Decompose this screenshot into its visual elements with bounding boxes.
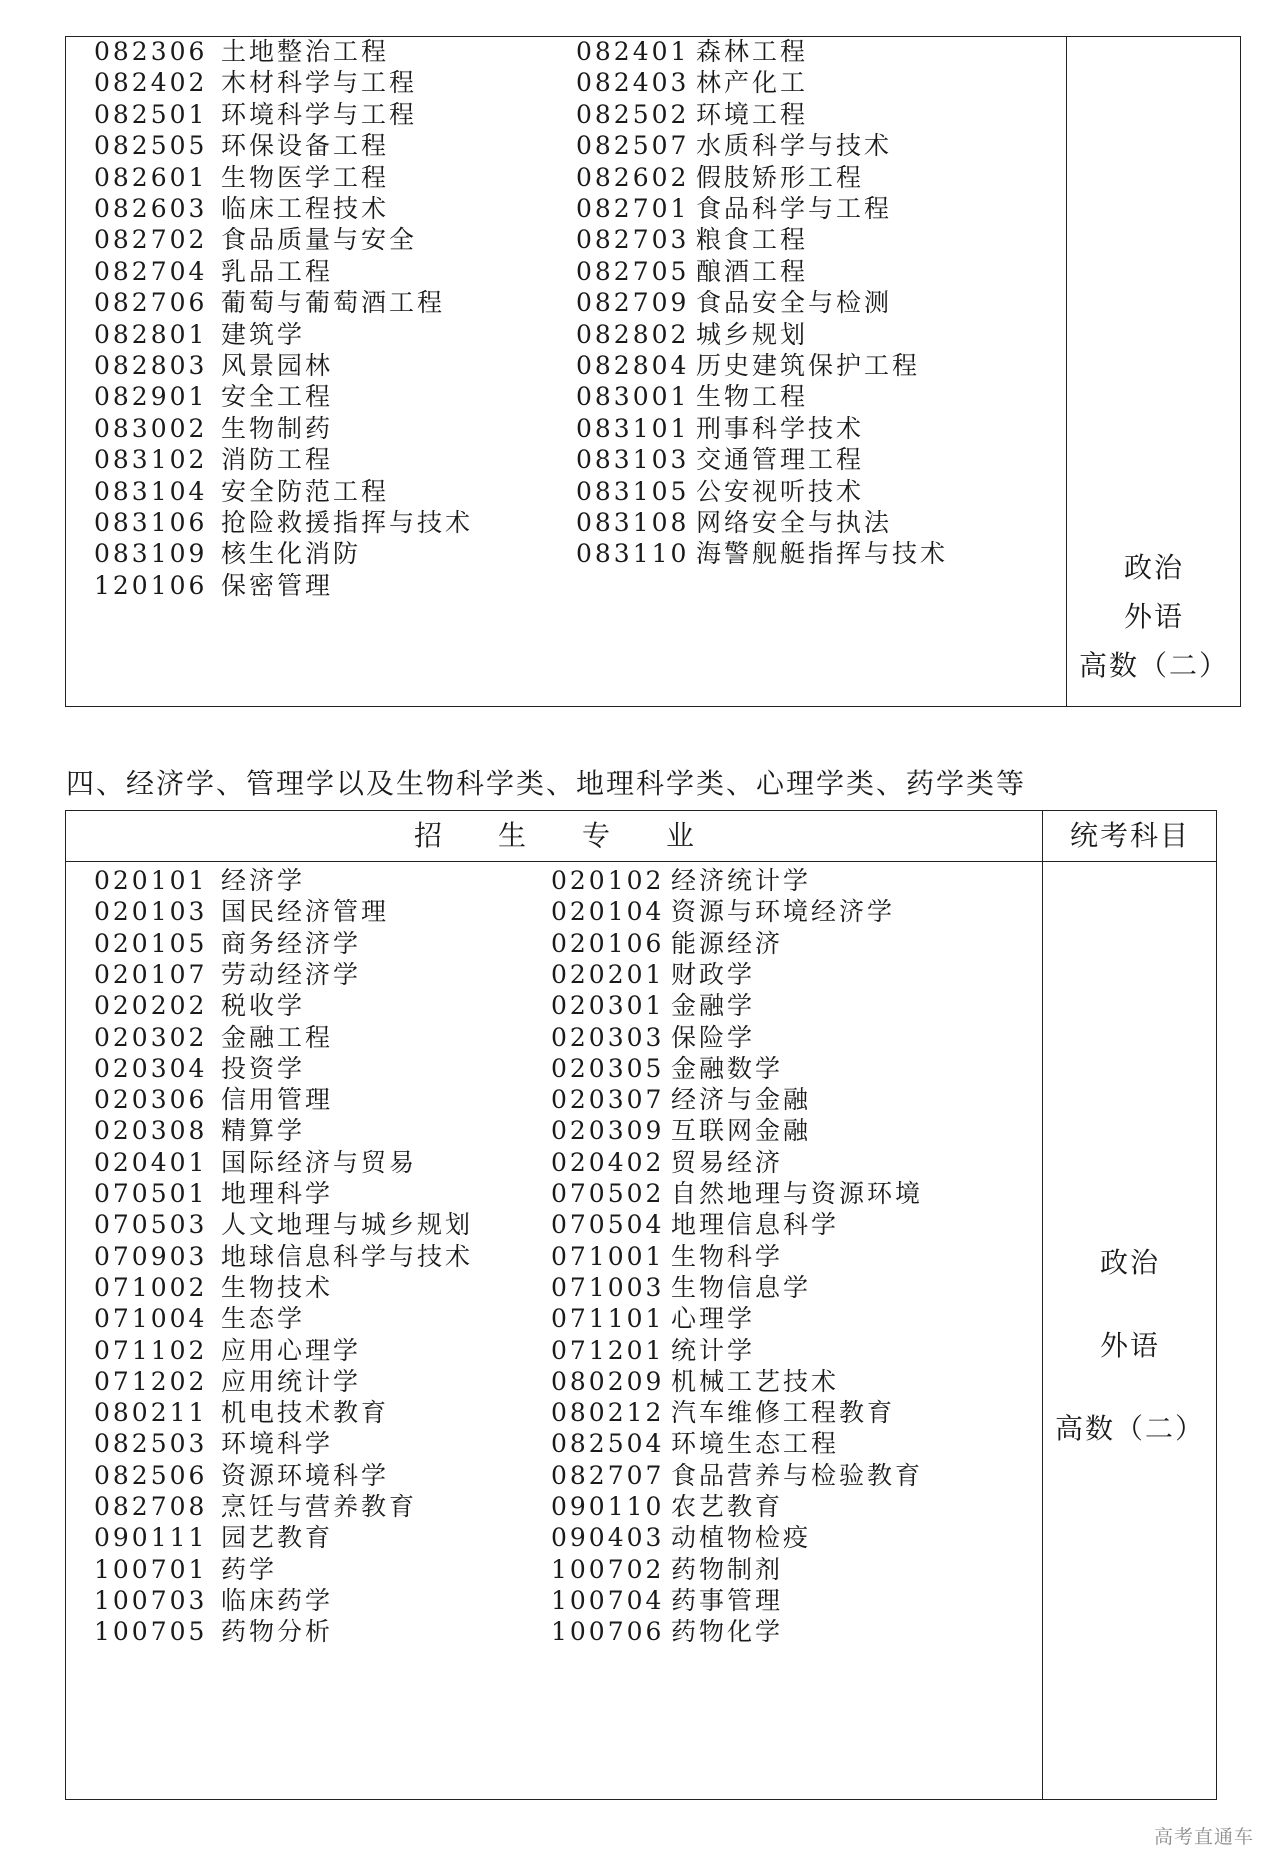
major-code: 100704 (551, 1585, 665, 1615)
major-code: 090111 (94, 1523, 208, 1553)
major-code: 071201 (551, 1335, 665, 1365)
major-code: 020105 (94, 928, 208, 958)
major-code: 082707 (551, 1460, 665, 1490)
major-code: 020308 (94, 1116, 208, 1146)
major-code: 020201 (551, 959, 665, 989)
major-name: 环境生态工程 (671, 1429, 840, 1459)
major-code: 020305 (551, 1053, 665, 1083)
major-name: 药物制剂 (671, 1554, 784, 1584)
major-name: 风景园林 (221, 351, 334, 380)
major-code: 082403 (576, 68, 690, 98)
major-name: 机械工艺技术 (671, 1366, 840, 1396)
major-code: 082804 (576, 351, 690, 380)
major-code: 020101 (94, 866, 208, 895)
major-code: 120106 (94, 570, 208, 600)
major-name: 税收学 (221, 991, 306, 1021)
subject-politics: 政治 (1099, 1246, 1160, 1279)
major-name: 生物信息学 (671, 1272, 812, 1302)
major-name: 乳品工程 (221, 256, 334, 286)
major-code: 020104 (551, 897, 665, 927)
major-code: 083109 (94, 539, 208, 569)
major-code: 082704 (94, 256, 208, 286)
major-code: 082901 (94, 382, 208, 412)
major-name: 生物科学 (671, 1241, 784, 1271)
major-code: 020102 (551, 866, 665, 895)
major-name: 保密管理 (221, 570, 334, 600)
major-code: 020306 (94, 1085, 208, 1115)
major-code: 090110 (551, 1492, 665, 1521)
major-code: 082703 (576, 225, 690, 255)
major-name: 地理信息科学 (671, 1210, 840, 1240)
major-code: 070502 (551, 1179, 665, 1208)
major-code: 070903 (94, 1241, 208, 1271)
major-code: 082505 (94, 131, 208, 161)
major-code: 082306 (94, 37, 208, 66)
major-code: 082705 (576, 256, 690, 286)
major-code: 082501 (94, 99, 208, 129)
major-code: 020307 (551, 1085, 665, 1115)
major-name: 木材科学与工程 (221, 68, 418, 98)
major-name: 人文地理与城乡规划 (221, 1210, 474, 1240)
major-name: 统计学 (671, 1335, 756, 1365)
major-name: 劳动经济学 (221, 959, 362, 989)
major-name: 药事管理 (671, 1585, 784, 1615)
major-name: 药物分析 (221, 1617, 334, 1647)
major-code: 020301 (551, 991, 665, 1021)
major-code: 082502 (576, 99, 690, 129)
major-code: 071002 (94, 1272, 208, 1302)
major-code: 082803 (94, 351, 208, 380)
major-code: 020309 (551, 1116, 665, 1146)
major-name: 城乡规划 (696, 319, 809, 349)
major-name: 食品营养与检验教育 (671, 1460, 924, 1490)
major-name: 金融工程 (221, 1022, 334, 1052)
major-name: 临床工程技术 (221, 194, 390, 223)
major-code: 082702 (94, 225, 208, 255)
major-name: 应用心理学 (221, 1335, 362, 1365)
major-name: 地理科学 (221, 1179, 334, 1208)
major-code: 020107 (94, 959, 208, 989)
major-name: 国际经济与贸易 (221, 1147, 418, 1177)
major-name: 网络安全与执法 (696, 508, 893, 537)
major-code: 082602 (576, 162, 690, 192)
major-code: 082401 (576, 37, 690, 66)
major-name: 金融数学 (671, 1053, 784, 1083)
major-code: 070503 (94, 1210, 208, 1240)
major-code: 082802 (576, 319, 690, 349)
major-name: 资源环境科学 (221, 1460, 390, 1490)
major-name: 食品科学与工程 (696, 194, 893, 223)
major-code: 100705 (94, 1617, 208, 1647)
major-name: 保险学 (671, 1022, 756, 1052)
major-name: 心理学 (671, 1304, 756, 1334)
major-code: 100701 (94, 1554, 208, 1584)
major-name: 生态学 (221, 1304, 306, 1334)
major-name: 环境工程 (696, 99, 809, 129)
major-name: 森林工程 (696, 37, 809, 66)
major-code: 083110 (576, 539, 690, 569)
major-name: 环境科学与工程 (221, 99, 418, 129)
major-name: 临床药学 (221, 1585, 334, 1615)
major-name: 自然地理与资源环境 (671, 1179, 924, 1208)
major-code: 090403 (551, 1523, 665, 1553)
major-code: 100706 (551, 1617, 665, 1647)
major-name: 安全工程 (221, 382, 334, 412)
major-code: 083103 (576, 445, 690, 475)
major-name: 抢险救援指挥与技术 (221, 508, 474, 537)
major-name: 历史建筑保护工程 (696, 351, 921, 380)
major-name: 金融学 (671, 991, 756, 1021)
major-name: 汽车维修工程教育 (671, 1398, 896, 1428)
major-code: 080209 (551, 1366, 665, 1396)
major-name: 交通管理工程 (696, 445, 865, 475)
major-name: 地球信息科学与技术 (221, 1241, 474, 1271)
subject-advanced-math: 高数（二） (1078, 649, 1229, 682)
subject-foreign-language: 外语 (1123, 600, 1184, 633)
watermark-text: 高考直通车 (1153, 1826, 1254, 1848)
major-name: 林产化工 (696, 68, 809, 98)
major-code: 020304 (94, 1053, 208, 1083)
major-name: 财政学 (671, 959, 756, 989)
major-name: 农艺教育 (671, 1492, 784, 1521)
major-name: 经济与金融 (671, 1085, 812, 1115)
major-name: 互联网金融 (671, 1116, 812, 1146)
major-code: 100702 (551, 1554, 665, 1584)
exam-subjects (1042, 1221, 1218, 1470)
major-code: 082701 (576, 194, 690, 223)
major-name: 食品安全与检测 (696, 288, 893, 318)
major-code: 082801 (94, 319, 208, 349)
major-code: 083108 (576, 508, 690, 537)
major-name: 酿酒工程 (696, 256, 809, 286)
major-code: 082709 (576, 288, 690, 318)
major-code: 082706 (94, 288, 208, 318)
major-name: 药物化学 (671, 1617, 784, 1647)
major-code: 082504 (551, 1429, 665, 1459)
major-name: 建筑学 (221, 319, 306, 349)
major-name: 粮食工程 (696, 225, 809, 255)
major-code: 080212 (551, 1398, 665, 1428)
major-code: 071102 (94, 1335, 208, 1365)
major-code: 080211 (94, 1398, 208, 1428)
major-code: 083104 (94, 476, 208, 506)
major-name: 生物工程 (696, 382, 809, 412)
major-code: 082603 (94, 194, 208, 223)
major-code: 082506 (94, 1460, 208, 1490)
header-exam-subjects: 统考科目 (1069, 819, 1190, 852)
major-code: 082601 (94, 162, 208, 192)
major-name: 资源与环境经济学 (671, 897, 896, 927)
major-name: 葡萄与葡萄酒工程 (221, 288, 446, 318)
exam-subjects (1066, 543, 1242, 690)
major-name: 环境科学 (221, 1429, 334, 1459)
major-name: 机电技术教育 (221, 1398, 390, 1428)
header-major: 招 生 专 业 (413, 819, 694, 852)
major-code: 071101 (551, 1304, 665, 1334)
major-name: 应用统计学 (221, 1366, 362, 1396)
major-code: 020202 (94, 991, 208, 1021)
major-name: 经济统计学 (671, 866, 812, 895)
major-name: 投资学 (221, 1053, 306, 1083)
major-name: 园艺教育 (221, 1523, 334, 1553)
major-code: 071202 (94, 1366, 208, 1396)
major-code: 020402 (551, 1147, 665, 1177)
major-code: 020103 (94, 897, 208, 927)
major-code: 082507 (576, 131, 690, 161)
major-name: 信用管理 (221, 1085, 334, 1115)
section-heading: 四、经济学、管理学以及生物科学类、地理科学类、心理学类、药学类等 (66, 767, 1027, 800)
major-name: 核生化消防 (221, 539, 362, 569)
major-name: 生物技术 (221, 1272, 334, 1302)
major-name: 公安视听技术 (696, 476, 865, 506)
major-name: 动植物检疫 (671, 1523, 812, 1553)
major-name: 生物医学工程 (221, 162, 390, 192)
major-code: 071003 (551, 1272, 665, 1302)
major-code: 083106 (94, 508, 208, 537)
major-code: 070504 (551, 1210, 665, 1240)
major-code: 082402 (94, 68, 208, 98)
major-name: 安全防范工程 (221, 476, 390, 506)
major-name: 药学 (221, 1554, 278, 1584)
major-code: 020401 (94, 1147, 208, 1177)
major-name: 假肢矫形工程 (696, 162, 865, 192)
major-name: 商务经济学 (221, 928, 362, 958)
major-code: 082503 (94, 1429, 208, 1459)
subject-advanced-math: 高数（二） (1054, 1412, 1205, 1445)
major-code: 082708 (94, 1492, 208, 1521)
major-name: 生物制药 (221, 413, 334, 443)
major-code: 020303 (551, 1022, 665, 1052)
major-name: 食品质量与安全 (221, 225, 418, 255)
major-code: 083002 (94, 413, 208, 443)
major-name: 消防工程 (221, 445, 334, 475)
major-name: 精算学 (221, 1116, 306, 1146)
major-code: 100703 (94, 1585, 208, 1615)
major-name: 国民经济管理 (221, 897, 390, 927)
major-code: 083102 (94, 445, 208, 475)
major-code: 071004 (94, 1304, 208, 1334)
major-code: 020302 (94, 1022, 208, 1052)
major-code: 083105 (576, 476, 690, 506)
major-name: 环保设备工程 (221, 131, 390, 161)
major-name: 经济学 (221, 866, 306, 895)
major-name: 烹饪与营养教育 (221, 1492, 418, 1521)
major-name: 贸易经济 (671, 1147, 784, 1177)
major-table-economics-management (65, 810, 1217, 1800)
major-name: 能源经济 (671, 928, 784, 958)
major-name: 刑事科学技术 (696, 413, 865, 443)
subject-politics: 政治 (1123, 551, 1184, 584)
major-code: 083001 (576, 382, 690, 412)
major-name: 土地整治工程 (221, 37, 390, 66)
major-code: 020106 (551, 928, 665, 958)
major-name: 海警舰艇指挥与技术 (696, 539, 949, 569)
major-code: 070501 (94, 1179, 208, 1208)
subject-foreign-language: 外语 (1099, 1329, 1160, 1362)
major-table-engineering (65, 36, 1241, 707)
major-code: 083101 (576, 413, 690, 443)
major-name: 水质科学与技术 (696, 131, 893, 161)
major-code: 071001 (551, 1241, 665, 1271)
